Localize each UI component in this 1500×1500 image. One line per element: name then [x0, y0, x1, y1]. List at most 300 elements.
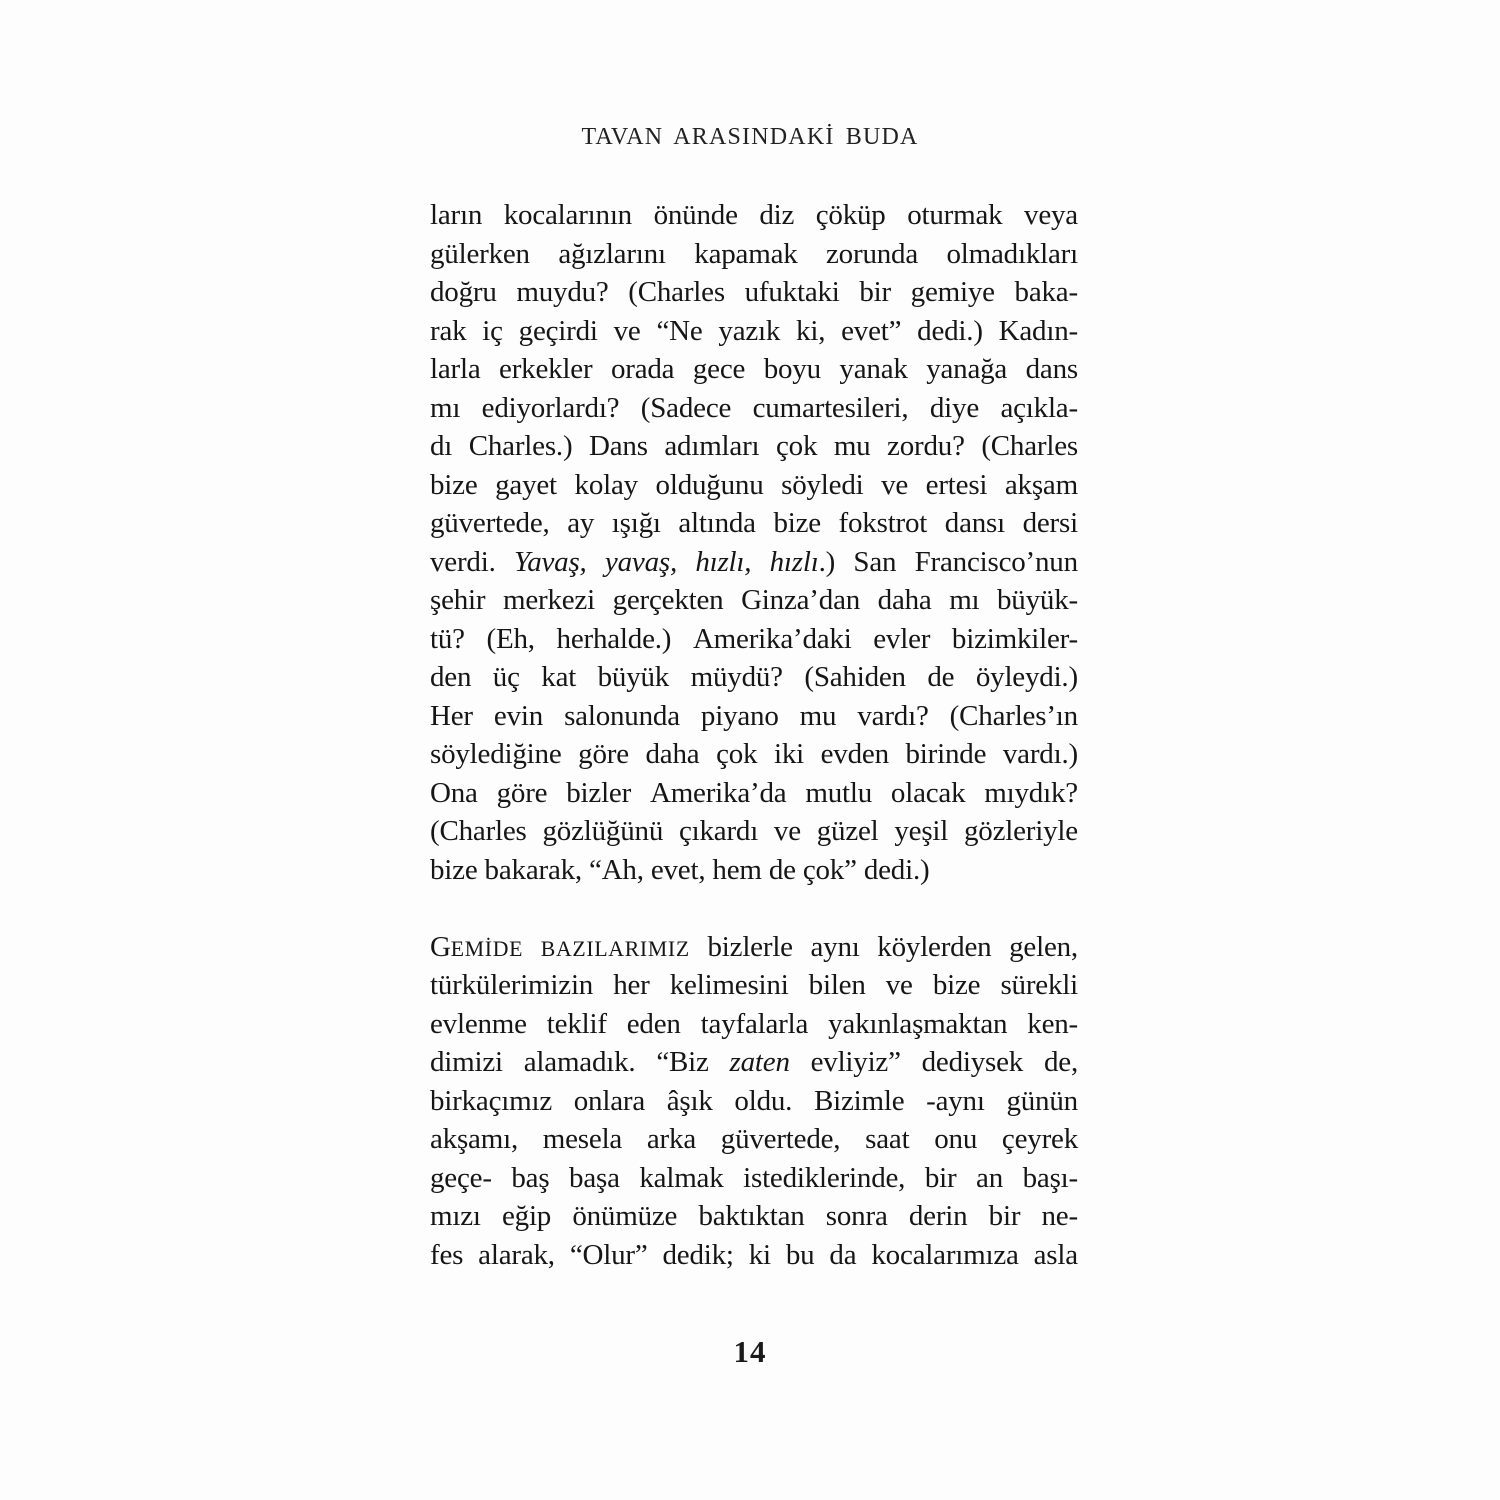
text-segment-normal: türkülerimizin — [430, 969, 594, 1001]
word-token — [911, 273, 995, 312]
paragraph — [430, 196, 1078, 889]
word-token — [493, 658, 520, 697]
text-segment-normal: günün — [1006, 1084, 1078, 1117]
text-segment-normal: gerçekten — [612, 584, 724, 616]
text-segment-normal: Ona — [430, 776, 478, 809]
word-token — [926, 350, 1007, 389]
text-segment-normal: arka — [646, 1123, 696, 1155]
word-token — [627, 1005, 681, 1044]
word-token — [945, 504, 1005, 543]
word-token — [1015, 273, 1078, 312]
text-line — [430, 774, 1078, 813]
text-segment-normal: daha — [877, 584, 932, 616]
text-segment-normal: Amerika’daki — [692, 622, 852, 655]
text-segment-normal: ların — [430, 199, 483, 231]
word-token — [693, 350, 745, 389]
text-segment-normal: evin — [493, 699, 544, 732]
text-segment-normal: müydü? — [690, 661, 783, 693]
word-token — [878, 581, 932, 620]
word-token — [734, 1082, 792, 1121]
word-token — [826, 235, 918, 274]
word-token — [749, 1236, 771, 1275]
word-token — [1034, 1236, 1078, 1275]
text-segment-normal: öyleydi.) — [975, 661, 1078, 693]
word-token — [628, 273, 725, 312]
word-token — [547, 1005, 607, 1044]
text-segment-normal: dansı — [944, 507, 1005, 539]
word-token — [570, 1236, 648, 1275]
word-token — [691, 658, 783, 697]
text-segment-normal: bizler — [566, 776, 632, 809]
word-token — [516, 273, 608, 312]
word-token — [647, 1120, 696, 1159]
text-segment-normal: Amerika’da — [649, 776, 787, 809]
text-segment-normal: bize — [932, 969, 981, 1001]
text-segment-normal: âşık — [666, 1084, 713, 1117]
text-segment-normal: ken- — [1027, 1007, 1078, 1040]
text-segment-normal: an — [976, 1161, 1004, 1194]
text-segment-normal: dans — [1025, 353, 1078, 385]
text-segment-smallcaps: EMİDE — [450, 936, 524, 961]
text-segment-normal: orada — [610, 353, 675, 385]
text-segment-normal: erkekler — [499, 353, 593, 385]
text-segment-normal: köylerden — [877, 930, 992, 963]
text-line — [430, 235, 1078, 274]
word-token — [821, 735, 889, 774]
word-token — [613, 966, 649, 1005]
word-token — [917, 312, 983, 351]
page-body — [430, 196, 1078, 1274]
word-token — [759, 196, 794, 235]
word-token — [430, 966, 593, 1005]
word-token — [834, 427, 871, 466]
text-segment-normal: önümüze — [572, 1200, 678, 1232]
text-segment-normal: derin — [908, 1200, 968, 1232]
text-line — [430, 697, 1078, 736]
text-segment-normal: dedi.) — [917, 314, 983, 347]
text-segment-normal: bizlerle — [707, 930, 793, 963]
word-token — [774, 735, 804, 774]
text-segment-normal: kapamak — [694, 237, 798, 270]
text-segment-normal: göre — [578, 738, 629, 770]
word-token — [786, 1236, 815, 1275]
word-token — [817, 812, 879, 851]
word-token — [541, 928, 690, 969]
word-token — [999, 312, 1078, 351]
word-token — [718, 312, 780, 351]
text-segment-normal: önünde — [653, 199, 738, 231]
word-token — [881, 466, 908, 505]
word-token — [721, 1120, 841, 1159]
text-segment-normal: mesela — [542, 1123, 623, 1155]
text-segment-normal: saat — [865, 1123, 910, 1155]
text-segment-normal: asla — [1033, 1238, 1078, 1271]
text-segment-normal: alamadık. — [523, 1046, 636, 1078]
text-segment-normal: (Charles — [628, 276, 725, 308]
text-segment-normal: olduğunu — [655, 468, 764, 501]
word-token — [656, 312, 702, 351]
word-token — [569, 1159, 620, 1198]
word-token — [934, 1120, 977, 1159]
text-segment-normal: büyük — [597, 661, 670, 693]
text-segment-normal: vardı? — [857, 699, 929, 732]
word-token — [871, 1236, 1018, 1275]
text-segment-normal: zorunda — [826, 237, 919, 270]
text-segment-normal: “Olur” — [569, 1238, 648, 1271]
text-segment-normal: bir — [859, 276, 891, 308]
text-segment-normal: kocalarının — [503, 199, 632, 231]
text-line — [430, 1197, 1078, 1236]
text-segment-normal: tayfalarla — [700, 1007, 809, 1040]
text-segment-normal: baş — [511, 1161, 550, 1194]
text-segment-normal: güvertede, — [430, 507, 550, 539]
word-token — [430, 1236, 463, 1275]
word-token — [693, 620, 852, 659]
text-line — [430, 543, 1078, 582]
word-token — [613, 581, 724, 620]
text-segment-normal: eğip — [501, 1200, 552, 1232]
word-token — [922, 1043, 1024, 1082]
text-segment-normal: Her — [430, 699, 473, 732]
word-token — [430, 1159, 492, 1198]
word-token — [764, 350, 821, 389]
text-segment-normal: salonunda — [564, 699, 680, 732]
text-segment-smallcaps: BAZILARIMIZ — [540, 936, 690, 961]
word-token — [781, 466, 863, 505]
text-segment-normal: mutlu — [805, 776, 873, 809]
text-segment-normal: sürekli — [1000, 969, 1078, 1001]
text-segment-normal: baka- — [1014, 276, 1078, 308]
text-segment-normal: onlara — [573, 1084, 646, 1117]
word-token — [430, 427, 452, 466]
text-line — [430, 928, 1078, 967]
text-line — [430, 466, 1078, 505]
text-segment-normal: ediyorlardı? — [481, 391, 620, 424]
text-segment-italic: hızlı, — [695, 545, 752, 578]
text-segment-normal: gayet — [495, 468, 557, 501]
word-token — [564, 697, 680, 736]
word-token — [909, 1197, 968, 1236]
text-segment-normal: kolay — [574, 468, 638, 501]
text-segment-normal: evlenme — [430, 1007, 527, 1040]
word-token — [598, 658, 670, 697]
word-token — [482, 389, 620, 428]
text-line — [430, 1159, 1078, 1198]
text-segment-normal: söylediğine — [430, 738, 562, 770]
text-line — [430, 1236, 1078, 1275]
word-token — [504, 196, 632, 235]
text-segment-normal: baktıktan — [698, 1200, 805, 1232]
word-token — [804, 658, 906, 697]
word-token — [841, 312, 901, 351]
text-line — [430, 966, 1078, 1005]
word-token — [976, 658, 1078, 697]
word-token — [430, 466, 478, 505]
text-segment-normal: iki — [773, 738, 804, 770]
text-segment-normal: merkezi — [502, 584, 595, 616]
text-segment-normal: ve — [885, 969, 913, 1001]
word-token — [605, 543, 677, 582]
word-token — [430, 1043, 503, 1082]
word-token — [952, 620, 1078, 659]
text-line — [430, 1082, 1078, 1121]
text-segment-normal: çıkardı — [678, 815, 759, 847]
text-segment-italic: yavaş, — [604, 545, 678, 578]
word-token — [873, 620, 930, 659]
word-token — [430, 697, 473, 736]
text-segment-normal: gece — [692, 353, 746, 385]
text-segment-normal: güzel — [816, 815, 879, 847]
word-token — [495, 466, 557, 505]
text-segment-normal: de — [927, 661, 955, 693]
text-segment-normal: diye — [929, 391, 980, 424]
word-token — [664, 427, 759, 466]
word-token — [743, 1159, 905, 1198]
text-segment-normal: (Charles — [981, 430, 1078, 462]
text-segment-normal: (Sadece — [640, 391, 732, 424]
word-token — [430, 581, 485, 620]
word-token — [926, 1082, 985, 1121]
text-segment-normal: dimizi — [430, 1046, 503, 1078]
text-segment-normal: cumartesileri, — [752, 391, 909, 424]
text-segment-normal: veya — [1024, 199, 1078, 231]
text-segment-normal: başa — [569, 1161, 620, 1194]
text-segment-normal: çöküp — [815, 199, 886, 231]
word-token — [430, 774, 478, 813]
word-token — [667, 1082, 713, 1121]
word-token — [805, 774, 872, 813]
word-token — [694, 235, 797, 274]
word-token — [430, 620, 465, 659]
text-segment-normal: kat — [541, 661, 577, 693]
word-token — [614, 312, 641, 351]
word-token — [853, 543, 896, 582]
text-segment-normal: altında — [678, 507, 756, 539]
text-segment-normal: üç — [492, 661, 520, 693]
text-segment-normal: ertesi — [925, 468, 988, 501]
text-segment-normal: söyledi — [781, 468, 864, 501]
word-token — [927, 658, 954, 697]
word-token — [859, 273, 891, 312]
text-segment-normal: gemiye — [910, 276, 995, 308]
text-segment-normal: onu — [934, 1123, 978, 1155]
text-segment-normal: fokstrot — [838, 507, 928, 539]
text-segment-normal: -aynı — [926, 1084, 985, 1117]
text-segment-normal: ne- — [1041, 1200, 1078, 1232]
word-token — [656, 466, 764, 505]
text-segment-normal: rak — [430, 314, 467, 347]
word-token — [984, 774, 1078, 813]
word-token — [497, 774, 548, 813]
text-segment-normal: yeşil — [894, 815, 949, 847]
word-token — [430, 1005, 527, 1044]
word-token — [814, 1082, 904, 1121]
text-segment-normal: kocalarımıza — [871, 1238, 1019, 1271]
word-token — [981, 427, 1078, 466]
word-token — [701, 1005, 808, 1044]
word-token — [514, 543, 587, 582]
text-segment-normal: göre — [496, 776, 548, 809]
text-segment-normal: büyük- — [997, 584, 1078, 616]
text-segment-normal: iç — [482, 314, 503, 347]
word-token — [641, 389, 731, 428]
word-token — [907, 196, 1002, 235]
text-segment-normal: (Charles’ın — [949, 699, 1078, 732]
text-line — [430, 851, 1078, 890]
word-token — [646, 735, 700, 774]
text-segment-normal: ve — [613, 314, 641, 347]
text-segment-normal: doğru — [430, 276, 497, 308]
word-token — [886, 966, 913, 1005]
text-segment-normal: vardı.) — [1002, 738, 1078, 770]
word-token — [430, 1197, 481, 1236]
word-token — [430, 1082, 552, 1121]
text-segment-italic: Yavaş, — [513, 545, 587, 578]
text-line — [430, 581, 1078, 620]
word-token — [891, 774, 965, 813]
text-line — [430, 427, 1078, 466]
text-segment-normal: Dans — [589, 430, 648, 462]
word-token — [639, 1159, 723, 1198]
word-token — [1027, 1005, 1078, 1044]
text-segment-normal: dersi — [1022, 507, 1078, 539]
word-token — [708, 928, 793, 967]
word-token — [478, 1236, 555, 1275]
word-token — [511, 1159, 549, 1198]
word-token — [572, 1197, 677, 1236]
text-line — [430, 504, 1078, 543]
word-token — [650, 774, 787, 813]
word-token — [1005, 466, 1078, 505]
text-segment-normal: mıydık? — [984, 776, 1078, 809]
word-token — [542, 812, 663, 851]
word-token — [430, 543, 496, 582]
word-token — [482, 312, 503, 351]
text-segment-normal: oldu. — [734, 1084, 793, 1117]
word-token — [524, 1043, 636, 1082]
word-token — [567, 504, 594, 543]
paragraph — [430, 928, 1078, 1275]
text-segment-normal: çok — [716, 738, 758, 770]
word-token — [1026, 350, 1078, 389]
text-segment-normal: aynı — [810, 930, 860, 963]
word-token — [950, 697, 1078, 736]
text-segment-normal: birkaçımız — [430, 1084, 553, 1117]
word-token — [430, 928, 523, 969]
text-segment-normal: sonra — [825, 1200, 888, 1232]
text-segment-normal: yakınlaşmaktan — [828, 1007, 1008, 1040]
text-segment-normal: başı- — [1022, 1161, 1078, 1194]
word-token — [816, 196, 886, 235]
word-token — [774, 812, 801, 851]
word-token — [989, 1197, 1021, 1236]
word-token — [1003, 735, 1078, 774]
text-segment-normal: oturmak — [907, 199, 1003, 231]
text-line — [430, 312, 1078, 351]
text-segment-normal: mı — [949, 584, 980, 616]
word-token — [678, 504, 756, 543]
word-token — [611, 350, 674, 389]
word-token — [1000, 389, 1078, 428]
text-segment-normal: gözlüğünü — [542, 815, 664, 847]
text-segment-normal: çok — [775, 430, 818, 462]
text-line — [430, 389, 1078, 428]
text-segment-normal: her — [613, 969, 650, 1001]
word-token — [578, 735, 629, 774]
text-segment-normal: Kadın- — [998, 314, 1078, 347]
word-token — [430, 389, 460, 428]
word-token — [811, 928, 860, 967]
text-segment-normal: mu — [799, 699, 837, 732]
word-token — [730, 1043, 790, 1082]
text-segment-normal: bir — [924, 1161, 957, 1194]
text-line — [430, 812, 1078, 851]
word-token — [894, 812, 948, 851]
text-segment-normal: (Sahiden — [804, 661, 906, 693]
text-segment-normal: Charles.) — [468, 430, 573, 462]
word-token — [1044, 1043, 1078, 1082]
word-token — [574, 1082, 645, 1121]
word-token — [826, 1197, 888, 1236]
word-token — [1002, 1120, 1078, 1159]
word-token — [829, 1236, 856, 1275]
page-number: 14 — [733, 1334, 767, 1369]
word-token — [809, 966, 866, 1005]
text-segment-normal: Bizimle — [813, 1084, 905, 1117]
text-segment-normal: ki, — [796, 314, 826, 347]
text-segment-normal: gelen, — [1009, 930, 1078, 963]
text-line — [430, 658, 1078, 697]
text-segment-italic: hızlı — [769, 545, 819, 578]
word-token — [557, 620, 672, 659]
word-token — [430, 235, 530, 274]
word-token — [543, 1120, 622, 1159]
text-line — [430, 735, 1078, 774]
word-token — [558, 235, 666, 274]
word-token — [430, 658, 471, 697]
text-segment-normal: teklif — [546, 1007, 607, 1040]
text-segment-normal: Ginza’dan — [741, 584, 861, 616]
word-token — [656, 1043, 708, 1082]
text-line — [430, 350, 1078, 389]
text-segment-normal: ay — [567, 507, 595, 539]
word-token — [915, 543, 1078, 582]
text-segment-normal: fes — [430, 1238, 464, 1271]
text-segment-normal: güvertede, — [720, 1123, 841, 1155]
text-segment-normal: mu — [833, 430, 871, 462]
word-token — [839, 350, 907, 389]
word-token — [716, 735, 757, 774]
text-segment-normal: verdi. — [430, 545, 496, 578]
word-token — [1042, 1197, 1078, 1236]
word-token — [494, 697, 543, 736]
text-segment-normal: bir — [988, 1200, 1021, 1232]
text-segment-normal: yazık — [718, 314, 781, 347]
text-line — [430, 196, 1078, 235]
text-segment-normal: zordu? — [887, 430, 965, 462]
text-segment-normal: (Eh, — [486, 622, 535, 655]
word-token — [930, 389, 979, 428]
word-token — [753, 389, 909, 428]
text-segment-normal: yanak — [839, 353, 908, 385]
word-token — [877, 928, 991, 967]
word-token — [430, 312, 466, 351]
text-segment-normal: olmadıkları — [946, 237, 1078, 270]
text-line — [430, 620, 1078, 659]
text-segment-normal: akşamı, — [430, 1123, 518, 1155]
text-segment-normal: larla — [430, 353, 481, 385]
text-line — [430, 1120, 1078, 1159]
